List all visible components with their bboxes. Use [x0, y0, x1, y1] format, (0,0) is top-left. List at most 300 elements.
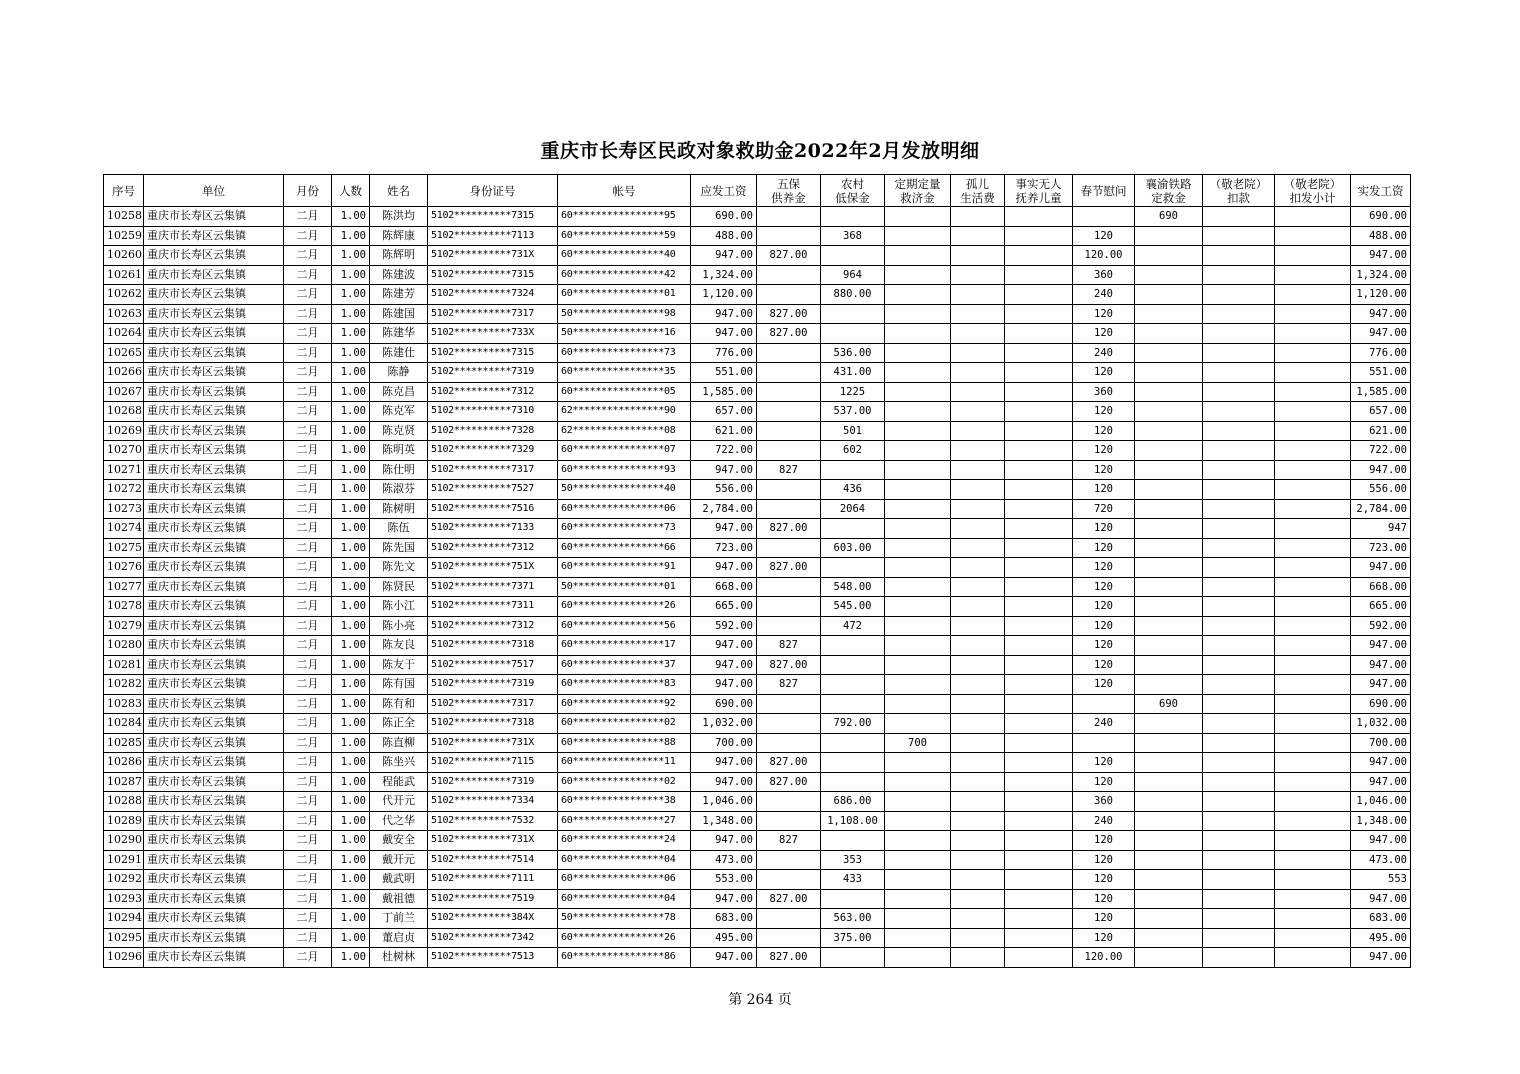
cell-rural-subsidy	[821, 636, 885, 656]
column-header-nursing-subtotal: （敬老院） 扣发小计	[1275, 175, 1351, 207]
table-row	[104, 792, 1411, 812]
cell-rural-subsidy	[821, 324, 885, 344]
cell-unit: 重庆市长寿区云集镇	[144, 441, 284, 461]
cell-orphan-living	[951, 928, 1005, 948]
cell-spring-festival: 120	[1073, 616, 1135, 636]
cell-unit: 重庆市长寿区云集镇	[144, 343, 284, 363]
cell-spring-festival: 120	[1073, 441, 1135, 461]
cell-unsupported-child	[1005, 382, 1073, 402]
cell-account: 50****************40	[558, 480, 691, 500]
cell-net-pay: 553	[1351, 870, 1411, 890]
cell-name: 陈建波	[370, 265, 428, 285]
cell-regular-relief	[885, 811, 951, 831]
column-header-gross-pay: 应发工资	[691, 175, 757, 207]
cell-railway-relief	[1135, 909, 1203, 929]
cell-nursing-deduct	[1203, 675, 1275, 695]
cell-nursing-subtotal	[1275, 480, 1351, 500]
cell-count: 1.00	[332, 850, 370, 870]
cell-seq: 10293	[104, 889, 144, 909]
cell-spring-festival: 720	[1073, 499, 1135, 519]
cell-seq: 10277	[104, 577, 144, 597]
cell-rural-subsidy: 602	[821, 441, 885, 461]
cell-count: 1.00	[332, 343, 370, 363]
cell-unsupported-child	[1005, 363, 1073, 383]
cell-nursing-subtotal	[1275, 207, 1351, 227]
cell-unsupported-child	[1005, 480, 1073, 500]
cell-net-pay: 1,348.00	[1351, 811, 1411, 831]
cell-unsupported-child	[1005, 207, 1073, 227]
cell-month: 二月	[284, 733, 332, 753]
cell-seq: 10282	[104, 675, 144, 695]
cell-spring-festival: 120	[1073, 597, 1135, 617]
column-header-spring-festival: 春节慰问	[1073, 175, 1135, 207]
cell-unsupported-child	[1005, 792, 1073, 812]
table-row	[104, 207, 1411, 227]
cell-rural-subsidy	[821, 655, 885, 675]
cell-count: 1.00	[332, 460, 370, 480]
cell-unit: 重庆市长寿区云集镇	[144, 870, 284, 890]
cell-id-number: 5102**********7334	[428, 792, 558, 812]
table-row	[104, 597, 1411, 617]
cell-regular-relief	[885, 577, 951, 597]
cell-id-number: 5102**********7516	[428, 499, 558, 519]
cell-five-guarantee	[757, 616, 821, 636]
cell-gross-pay: 947.00	[691, 675, 757, 695]
cell-rural-subsidy	[821, 207, 885, 227]
cell-id-number: 5102**********7312	[428, 616, 558, 636]
cell-orphan-living	[951, 850, 1005, 870]
cell-unsupported-child	[1005, 909, 1073, 929]
cell-name: 陈辉明	[370, 246, 428, 266]
cell-month: 二月	[284, 772, 332, 792]
cell-nursing-subtotal	[1275, 655, 1351, 675]
cell-id-number: 5102**********7113	[428, 226, 558, 246]
cell-nursing-subtotal	[1275, 753, 1351, 773]
cell-account: 62****************90	[558, 402, 691, 422]
cell-nursing-deduct	[1203, 597, 1275, 617]
cell-orphan-living	[951, 772, 1005, 792]
column-header-name: 姓名	[370, 175, 428, 207]
cell-unit: 重庆市长寿区云集镇	[144, 363, 284, 383]
cell-rural-subsidy	[821, 733, 885, 753]
cell-seq: 10263	[104, 304, 144, 324]
cell-unsupported-child	[1005, 714, 1073, 734]
cell-count: 1.00	[332, 733, 370, 753]
cell-net-pay: 683.00	[1351, 909, 1411, 929]
cell-rural-subsidy: 501	[821, 421, 885, 441]
cell-month: 二月	[284, 831, 332, 851]
cell-nursing-deduct	[1203, 948, 1275, 968]
cell-railway-relief	[1135, 421, 1203, 441]
cell-regular-relief	[885, 889, 951, 909]
cell-unit: 重庆市长寿区云集镇	[144, 694, 284, 714]
cell-count: 1.00	[332, 616, 370, 636]
cell-seq: 10289	[104, 811, 144, 831]
cell-seq: 10292	[104, 870, 144, 890]
cell-rural-subsidy: 686.00	[821, 792, 885, 812]
cell-nursing-deduct	[1203, 577, 1275, 597]
cell-id-number: 5102**********7532	[428, 811, 558, 831]
cell-net-pay: 947.00	[1351, 831, 1411, 851]
cell-rural-subsidy	[821, 519, 885, 539]
cell-month: 二月	[284, 324, 332, 344]
table-row	[104, 246, 1411, 266]
cell-gross-pay: 947.00	[691, 519, 757, 539]
cell-regular-relief	[885, 753, 951, 773]
cell-unit: 重庆市长寿区云集镇	[144, 928, 284, 948]
cell-rural-subsidy: 880.00	[821, 285, 885, 305]
cell-month: 二月	[284, 636, 332, 656]
cell-five-guarantee	[757, 870, 821, 890]
cell-month: 二月	[284, 207, 332, 227]
cell-rural-subsidy: 472	[821, 616, 885, 636]
cell-unsupported-child	[1005, 226, 1073, 246]
cell-orphan-living	[951, 655, 1005, 675]
cell-account: 60****************02	[558, 714, 691, 734]
cell-nursing-deduct	[1203, 558, 1275, 578]
cell-account: 60****************01	[558, 285, 691, 305]
cell-name: 戴安全	[370, 831, 428, 851]
cell-nursing-subtotal	[1275, 382, 1351, 402]
cell-count: 1.00	[332, 265, 370, 285]
cell-gross-pay: 947.00	[691, 948, 757, 968]
cell-account: 60****************07	[558, 441, 691, 461]
cell-railway-relief	[1135, 772, 1203, 792]
cell-id-number: 5102**********384X	[428, 909, 558, 929]
cell-gross-pay: 657.00	[691, 402, 757, 422]
cell-spring-festival: 120	[1073, 675, 1135, 695]
cell-month: 二月	[284, 753, 332, 773]
cell-railway-relief	[1135, 285, 1203, 305]
cell-seq: 10274	[104, 519, 144, 539]
cell-railway-relief	[1135, 850, 1203, 870]
cell-net-pay: 947.00	[1351, 675, 1411, 695]
cell-gross-pay: 683.00	[691, 909, 757, 929]
column-header-account: 帐号	[558, 175, 691, 207]
cell-railway-relief	[1135, 538, 1203, 558]
cell-five-guarantee: 827	[757, 636, 821, 656]
cell-month: 二月	[284, 811, 332, 831]
cell-rural-subsidy	[821, 246, 885, 266]
cell-five-guarantee	[757, 714, 821, 734]
cell-net-pay: 1,032.00	[1351, 714, 1411, 734]
cell-month: 二月	[284, 538, 332, 558]
cell-railway-relief	[1135, 753, 1203, 773]
cell-unsupported-child	[1005, 441, 1073, 461]
cell-gross-pay: 1,120.00	[691, 285, 757, 305]
cell-account: 60****************06	[558, 499, 691, 519]
cell-orphan-living	[951, 597, 1005, 617]
cell-five-guarantee	[757, 480, 821, 500]
cell-orphan-living	[951, 889, 1005, 909]
cell-unsupported-child	[1005, 850, 1073, 870]
cell-regular-relief	[885, 831, 951, 851]
cell-five-guarantee	[757, 538, 821, 558]
cell-rural-subsidy	[821, 753, 885, 773]
cell-unit: 重庆市长寿区云集镇	[144, 226, 284, 246]
cell-count: 1.00	[332, 577, 370, 597]
cell-regular-relief	[885, 558, 951, 578]
cell-railway-relief	[1135, 714, 1203, 734]
cell-spring-festival: 360	[1073, 265, 1135, 285]
cell-account: 60****************38	[558, 792, 691, 812]
cell-count: 1.00	[332, 909, 370, 929]
cell-month: 二月	[284, 714, 332, 734]
cell-id-number: 5102**********7310	[428, 402, 558, 422]
cell-regular-relief	[885, 694, 951, 714]
cell-orphan-living	[951, 811, 1005, 831]
cell-rural-subsidy: 545.00	[821, 597, 885, 617]
cell-nursing-deduct	[1203, 850, 1275, 870]
cell-orphan-living	[951, 538, 1005, 558]
table-row	[104, 265, 1411, 285]
cell-railway-relief	[1135, 265, 1203, 285]
cell-orphan-living	[951, 246, 1005, 266]
cell-name: 董启贞	[370, 928, 428, 948]
cell-unsupported-child	[1005, 889, 1073, 909]
cell-unsupported-child	[1005, 265, 1073, 285]
cell-id-number: 5102**********7527	[428, 480, 558, 500]
cell-id-number: 5102**********7115	[428, 753, 558, 773]
table-row	[104, 675, 1411, 695]
cell-orphan-living	[951, 265, 1005, 285]
cell-orphan-living	[951, 675, 1005, 695]
cell-month: 二月	[284, 402, 332, 422]
cell-id-number: 5102**********7315	[428, 343, 558, 363]
cell-nursing-subtotal	[1275, 499, 1351, 519]
cell-unit: 重庆市长寿区云集镇	[144, 792, 284, 812]
table-row	[104, 538, 1411, 558]
cell-net-pay: 947.00	[1351, 753, 1411, 773]
cell-account: 60****************42	[558, 265, 691, 285]
cell-regular-relief	[885, 460, 951, 480]
cell-account: 60****************73	[558, 343, 691, 363]
cell-rural-subsidy	[821, 889, 885, 909]
cell-nursing-deduct	[1203, 499, 1275, 519]
cell-nursing-subtotal	[1275, 948, 1351, 968]
cell-spring-festival: 120	[1073, 928, 1135, 948]
cell-nursing-subtotal	[1275, 226, 1351, 246]
cell-name: 陈克昌	[370, 382, 428, 402]
cell-five-guarantee	[757, 597, 821, 617]
cell-five-guarantee: 827.00	[757, 246, 821, 266]
table-row	[104, 421, 1411, 441]
cell-net-pay: 947.00	[1351, 246, 1411, 266]
cell-gross-pay: 1,032.00	[691, 714, 757, 734]
cell-net-pay: 947.00	[1351, 558, 1411, 578]
cell-five-guarantee	[757, 285, 821, 305]
column-header-railway-relief: 襄渝铁路 定救金	[1135, 175, 1203, 207]
table-row	[104, 928, 1411, 948]
cell-account: 60****************24	[558, 831, 691, 851]
cell-count: 1.00	[332, 753, 370, 773]
cell-unsupported-child	[1005, 928, 1073, 948]
table-row	[104, 753, 1411, 773]
cell-orphan-living	[951, 304, 1005, 324]
cell-count: 1.00	[332, 831, 370, 851]
cell-five-guarantee	[757, 499, 821, 519]
cell-nursing-deduct	[1203, 655, 1275, 675]
cell-id-number: 5102**********7312	[428, 382, 558, 402]
cell-nursing-subtotal	[1275, 363, 1351, 383]
table-row	[104, 460, 1411, 480]
cell-seq: 10278	[104, 597, 144, 617]
cell-regular-relief	[885, 909, 951, 929]
cell-unsupported-child	[1005, 597, 1073, 617]
cell-regular-relief	[885, 441, 951, 461]
cell-rural-subsidy: 548.00	[821, 577, 885, 597]
cell-net-pay: 947.00	[1351, 324, 1411, 344]
cell-spring-festival: 120	[1073, 753, 1135, 773]
cell-orphan-living	[951, 753, 1005, 773]
cell-id-number: 5102**********7319	[428, 772, 558, 792]
cell-net-pay: 1,585.00	[1351, 382, 1411, 402]
column-header-seq: 序号	[104, 175, 144, 207]
cell-five-guarantee	[757, 441, 821, 461]
table-row	[104, 226, 1411, 246]
table-header-row	[104, 175, 1411, 207]
cell-count: 1.00	[332, 246, 370, 266]
cell-account: 60****************56	[558, 616, 691, 636]
cell-net-pay: 665.00	[1351, 597, 1411, 617]
cell-unsupported-child	[1005, 577, 1073, 597]
cell-account: 60****************92	[558, 694, 691, 714]
cell-railway-relief	[1135, 792, 1203, 812]
cell-name: 陈有和	[370, 694, 428, 714]
cell-gross-pay: 553.00	[691, 870, 757, 890]
cell-five-guarantee	[757, 402, 821, 422]
cell-orphan-living	[951, 226, 1005, 246]
cell-regular-relief	[885, 850, 951, 870]
cell-gross-pay: 592.00	[691, 616, 757, 636]
cell-net-pay: 1,120.00	[1351, 285, 1411, 305]
cell-railway-relief	[1135, 597, 1203, 617]
cell-regular-relief	[885, 382, 951, 402]
cell-nursing-deduct	[1203, 480, 1275, 500]
cell-regular-relief	[885, 519, 951, 539]
cell-month: 二月	[284, 363, 332, 383]
table-row	[104, 870, 1411, 890]
cell-gross-pay: 473.00	[691, 850, 757, 870]
cell-nursing-deduct	[1203, 421, 1275, 441]
cell-regular-relief	[885, 636, 951, 656]
cell-gross-pay: 551.00	[691, 363, 757, 383]
cell-railway-relief	[1135, 246, 1203, 266]
cell-month: 二月	[284, 870, 332, 890]
cell-seq: 10265	[104, 343, 144, 363]
cell-gross-pay: 776.00	[691, 343, 757, 363]
cell-orphan-living	[951, 948, 1005, 968]
cell-net-pay: 947	[1351, 519, 1411, 539]
column-header-count: 人数	[332, 175, 370, 207]
cell-regular-relief	[885, 421, 951, 441]
cell-rural-subsidy	[821, 772, 885, 792]
cell-net-pay: 2,784.00	[1351, 499, 1411, 519]
cell-account: 60****************88	[558, 733, 691, 753]
column-header-id-number: 身份证号	[428, 175, 558, 207]
cell-five-guarantee: 827.00	[757, 753, 821, 773]
cell-month: 二月	[284, 675, 332, 695]
cell-spring-festival: 120	[1073, 870, 1135, 890]
cell-seq: 10279	[104, 616, 144, 636]
cell-account: 60****************26	[558, 597, 691, 617]
cell-unit: 重庆市长寿区云集镇	[144, 402, 284, 422]
cell-net-pay: 495.00	[1351, 928, 1411, 948]
cell-nursing-deduct	[1203, 772, 1275, 792]
cell-name: 陈洪均	[370, 207, 428, 227]
cell-seq: 10267	[104, 382, 144, 402]
cell-five-guarantee: 827.00	[757, 304, 821, 324]
cell-month: 二月	[284, 421, 332, 441]
cell-gross-pay: 1,585.00	[691, 382, 757, 402]
cell-name: 程能武	[370, 772, 428, 792]
cell-seq: 10268	[104, 402, 144, 422]
cell-nursing-deduct	[1203, 889, 1275, 909]
cell-railway-relief	[1135, 460, 1203, 480]
table-row	[104, 363, 1411, 383]
cell-spring-festival: 120	[1073, 538, 1135, 558]
table-row	[104, 831, 1411, 851]
cell-railway-relief	[1135, 304, 1203, 324]
cell-unsupported-child	[1005, 831, 1073, 851]
cell-gross-pay: 947.00	[691, 772, 757, 792]
cell-regular-relief	[885, 597, 951, 617]
cell-railway-relief	[1135, 616, 1203, 636]
cell-orphan-living	[951, 792, 1005, 812]
cell-unit: 重庆市长寿区云集镇	[144, 558, 284, 578]
table-row	[104, 558, 1411, 578]
table-row	[104, 441, 1411, 461]
cell-gross-pay: 700.00	[691, 733, 757, 753]
cell-orphan-living	[951, 324, 1005, 344]
cell-spring-festival: 120	[1073, 402, 1135, 422]
cell-unsupported-child	[1005, 343, 1073, 363]
cell-spring-festival: 120.00	[1073, 246, 1135, 266]
table-row	[104, 948, 1411, 968]
cell-account: 60****************73	[558, 519, 691, 539]
cell-spring-festival: 120	[1073, 363, 1135, 383]
table-row	[104, 519, 1411, 539]
cell-orphan-living	[951, 285, 1005, 305]
cell-unit: 重庆市长寿区云集镇	[144, 519, 284, 539]
cell-gross-pay: 1,324.00	[691, 265, 757, 285]
cell-nursing-subtotal	[1275, 909, 1351, 929]
cell-gross-pay: 722.00	[691, 441, 757, 461]
cell-id-number: 5102**********7315	[428, 207, 558, 227]
cell-seq: 10270	[104, 441, 144, 461]
cell-name: 戴开元	[370, 850, 428, 870]
table-row	[104, 655, 1411, 675]
cell-seq: 10271	[104, 460, 144, 480]
cell-unit: 重庆市长寿区云集镇	[144, 499, 284, 519]
cell-count: 1.00	[332, 285, 370, 305]
cell-account: 60****************04	[558, 850, 691, 870]
cell-month: 二月	[284, 558, 332, 578]
cell-gross-pay: 947.00	[691, 558, 757, 578]
cell-account: 60****************11	[558, 753, 691, 773]
cell-gross-pay: 690.00	[691, 207, 757, 227]
cell-railway-relief	[1135, 577, 1203, 597]
cell-five-guarantee: 827.00	[757, 324, 821, 344]
cell-id-number: 5102**********731X	[428, 733, 558, 753]
cell-count: 1.00	[332, 772, 370, 792]
cell-five-guarantee: 827.00	[757, 772, 821, 792]
cell-regular-relief	[885, 948, 951, 968]
cell-month: 二月	[284, 226, 332, 246]
table-row	[104, 850, 1411, 870]
cell-nursing-subtotal	[1275, 304, 1351, 324]
cell-name: 杜树林	[370, 948, 428, 968]
